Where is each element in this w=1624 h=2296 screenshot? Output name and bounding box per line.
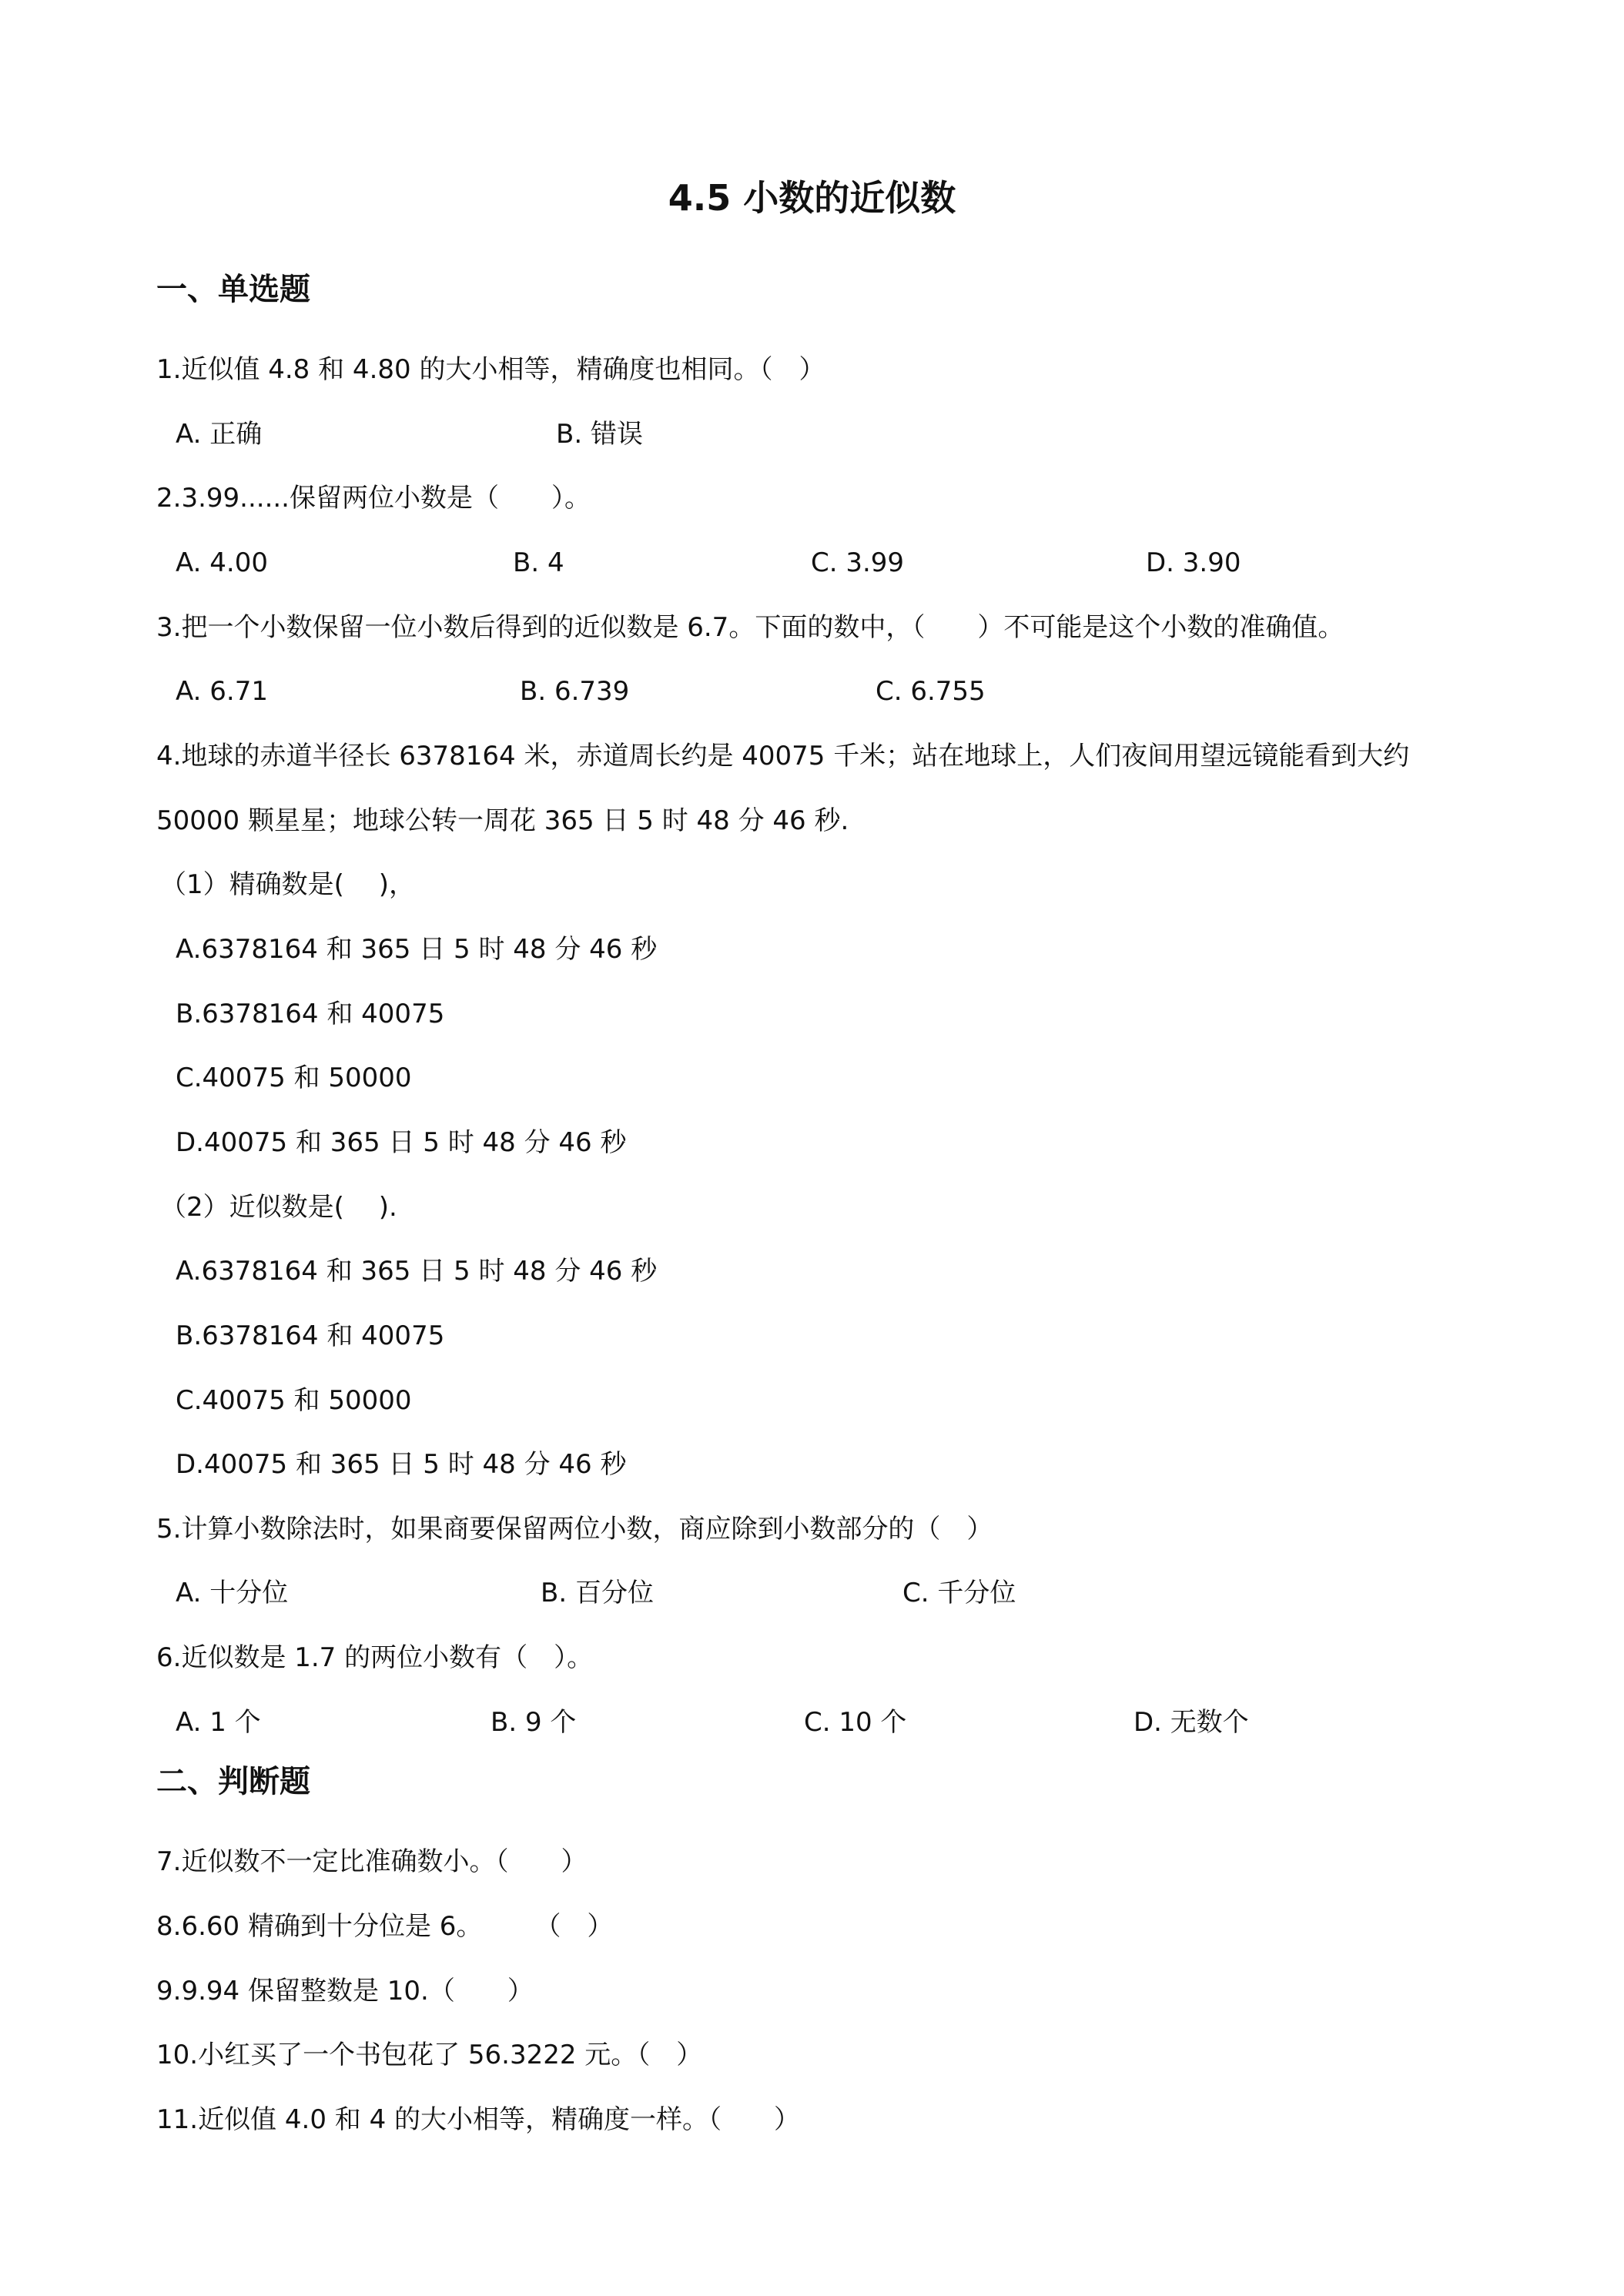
question-3-text: 3.把一个小数保留一位小数后得到的近似数是 6.7。下面的数中，（ ）不可能是这个小数的准确值。 xyxy=(156,612,1344,643)
question-2-text: 2.3.99......保留两位小数是（ ）。 xyxy=(156,483,591,514)
question-4-text-line-2: 50000 颗星星；地球公转一周花 365 日 5 时 48 分 46 秒. xyxy=(156,805,849,836)
section-heading-true-false: 二、判断题 xyxy=(156,1764,310,1799)
question-6-option-a: A. 1 个 xyxy=(176,1707,261,1738)
question-5-text: 5.计算小数除法时，如果商要保留两位小数，商应除到小数部分的（ ） xyxy=(156,1514,993,1545)
question-5-option-a: A. 十分位 xyxy=(176,1578,289,1608)
question-1-option-b: B. 错误 xyxy=(556,419,643,450)
question-4-sub-2-option-b: B.6378164 和 40075 xyxy=(176,1320,445,1351)
question-4-sub-1-option-d: D.40075 和 365 日 5 时 48 分 46 秒 xyxy=(176,1127,627,1158)
question-11-text: 11.近似值 4.0 和 4 的大小相等，精确度一样。（ ） xyxy=(156,2104,801,2135)
question-4-text-line-1: 4.地球的赤道半径长 6378164 米，赤道周长约是 40075 千米；站在地球上，人们夜间用望远镜能看到大约 xyxy=(156,741,1410,771)
question-6-option-b: B. 9 个 xyxy=(491,1707,577,1738)
question-3-option-a: A. 6.71 xyxy=(176,676,268,707)
question-4-sub-2-option-a: A.6378164 和 365 日 5 时 48 分 46 秒 xyxy=(176,1256,658,1287)
question-4-sub-2-text: （2）近似数是( ). xyxy=(160,1192,397,1223)
question-4-sub-1-text: （1）精确数是( )， xyxy=(160,869,415,900)
question-6-text: 6.近似数是 1.7 的两位小数有（ ）。 xyxy=(156,1642,594,1673)
question-1-option-a: A. 正确 xyxy=(176,419,263,450)
section-heading-single-choice: 一、单选题 xyxy=(156,272,310,307)
question-6-option-c: C. 10 个 xyxy=(804,1707,907,1738)
question-9-text: 9.9.94 保留整数是 10.（ ） xyxy=(156,1976,534,2006)
question-3-option-c: C. 6.755 xyxy=(876,676,986,707)
question-10-text: 10.小红买了一个书包花了 56.3222 元。（ ） xyxy=(156,2040,703,2070)
document-title: 4.5 小数的近似数 xyxy=(668,177,956,219)
question-4-sub-1-option-c: C.40075 和 50000 xyxy=(176,1063,412,1093)
question-4-sub-1-option-a: A.6378164 和 365 日 5 时 48 分 46 秒 xyxy=(176,934,658,965)
question-3-option-b: B. 6.739 xyxy=(520,676,630,707)
question-2-option-b: B. 4 xyxy=(513,547,564,578)
question-2-option-c: C. 3.99 xyxy=(811,547,905,578)
question-7-text: 7.近似数不一定比准确数小。（ ） xyxy=(156,1846,588,1877)
question-4-sub-1-option-b: B.6378164 和 40075 xyxy=(176,999,445,1029)
question-8-text: 8.6.60 精确到十分位是 6。 （ ） xyxy=(156,1911,614,1942)
question-6-option-d: D. 无数个 xyxy=(1133,1707,1249,1738)
question-4-sub-2-option-d: D.40075 和 365 日 5 时 48 分 46 秒 xyxy=(176,1449,627,1480)
question-1-text: 1.近似值 4.8 和 4.80 的大小相等，精确度也相同。（ ） xyxy=(156,354,825,385)
question-2-option-a: A. 4.00 xyxy=(176,547,268,578)
question-4-sub-2-option-c: C.40075 和 50000 xyxy=(176,1385,412,1416)
question-5-option-b: B. 百分位 xyxy=(541,1578,654,1608)
question-5-option-c: C. 千分位 xyxy=(902,1578,1016,1608)
question-2-option-d: D. 3.90 xyxy=(1146,547,1241,578)
